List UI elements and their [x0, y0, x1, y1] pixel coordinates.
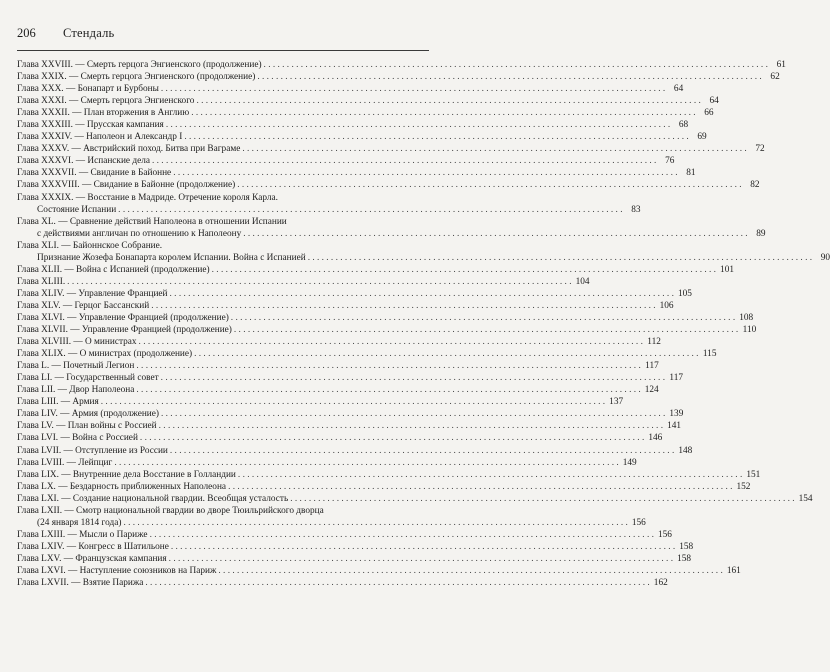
- toc-entry: [17, 167, 696, 179]
- toc-entry: [17, 577, 668, 589]
- dot-leader: [290, 493, 794, 505]
- toc-entry: [17, 541, 694, 553]
- toc-entry-page: 101: [720, 264, 734, 275]
- dot-leader: [166, 119, 670, 131]
- toc-entry-page: 117: [669, 373, 684, 384]
- toc-entry: [17, 240, 830, 264]
- dot-leader: [152, 155, 656, 167]
- toc-entry-page: 66: [704, 108, 714, 119]
- toc-entry: [17, 445, 693, 457]
- toc-entry-page: 146: [648, 433, 663, 444]
- dot-leader: [238, 469, 742, 481]
- toc-entry-page: 105: [677, 288, 692, 299]
- dot-leader: [140, 432, 644, 444]
- toc-entry: [17, 432, 663, 444]
- toc-entry-title: Глава LV. — План войны с Россией: [17, 421, 157, 432]
- dot-leader: [159, 420, 663, 432]
- toc-entry: [17, 324, 757, 336]
- toc-entry: [17, 408, 684, 420]
- dot-leader: [101, 396, 605, 408]
- toc-entry-page: 64: [673, 84, 684, 95]
- toc-entry-page: 124: [644, 385, 659, 396]
- dot-leader: [145, 577, 649, 589]
- toc-entry-page: 82: [750, 180, 760, 191]
- toc-entry-title: Глава XLIV. — Управление Францией: [17, 288, 168, 299]
- toc-entry-title: Глава LXV. — Французская кампания: [17, 553, 167, 564]
- toc-entry-page: 90: [820, 252, 830, 263]
- toc-entry-page: 137: [609, 397, 624, 408]
- dot-leader: [150, 529, 654, 541]
- dot-leader: [136, 384, 640, 396]
- dot-leader: [161, 83, 665, 95]
- toc-entry-title: Глава LXVII. — Взятие Парижа: [17, 578, 144, 589]
- toc-entry-title: Глава L. — Почетный Легион: [17, 361, 135, 372]
- dot-leader: [228, 481, 732, 493]
- toc-entry-page: 62: [770, 72, 780, 83]
- toc-entry-page: 139: [669, 409, 684, 420]
- toc-entry-page: 161: [726, 565, 741, 576]
- dot-leader: [67, 276, 571, 288]
- toc-entry-page: 151: [746, 469, 761, 480]
- toc-entry-page: 117: [645, 361, 659, 372]
- dot-leader: [243, 228, 747, 240]
- toc-entry-page: 152: [736, 481, 751, 492]
- dot-leader: [136, 360, 640, 372]
- toc-entry-title: Глава LXII. — Смотр национальной гвардии во дворе Тюильрийского дворца: [17, 505, 324, 516]
- toc-entry-continuation: Признание Жозефа Бонапарта королем Испании. Война с Испанией: [37, 252, 306, 263]
- dot-leader: [237, 179, 741, 191]
- toc-entry-title: Глава XLVIII. — О министрах: [17, 337, 137, 348]
- toc-entry: [17, 83, 684, 95]
- dot-leader: [118, 204, 622, 216]
- toc-entry: [17, 348, 717, 360]
- dot-leader: [114, 457, 618, 469]
- toc-entry-title: Глава XXXVIII. — Свидание в Байонне (продолжение): [17, 180, 236, 191]
- toc-entry: [17, 155, 675, 167]
- toc-entry: [17, 481, 751, 493]
- toc-entry: [17, 131, 707, 143]
- toc-entry: [17, 71, 780, 83]
- toc-entry-continuation: с действиями англичан по отношению к Наполеону: [37, 228, 242, 239]
- toc-entry: [17, 276, 590, 288]
- toc-entry-title: Глава XLI. — Байоннское Собрание.: [17, 240, 163, 251]
- toc-entry-title: Глава XXXVI. — Испанские дела: [17, 156, 150, 167]
- toc-entry-page: 76: [665, 156, 675, 167]
- dot-leader: [264, 59, 768, 71]
- toc-entry: [17, 529, 672, 541]
- toc-entry-title: Глава LX. — Бездарность приближенных Наполеона: [17, 481, 227, 492]
- dot-leader: [169, 553, 673, 565]
- dot-leader: [242, 143, 746, 155]
- toc-entry: [17, 192, 641, 216]
- toc-entry: [17, 493, 813, 505]
- toc-entry-page: 149: [622, 457, 637, 468]
- dot-leader: [196, 95, 700, 107]
- toc-entry-title: Глава XXXIX. — Восстание в Мадриде. Отречение короля Карла.: [17, 192, 278, 203]
- toc-entry-title: Глава XXXI. — Смерть герцога Энгиенского: [17, 96, 195, 107]
- toc-entry-title: Глава LVII. — Отступление из России: [17, 445, 168, 456]
- toc-entry: [17, 264, 734, 276]
- toc-entry-page: 64: [709, 96, 719, 107]
- toc-entry: [17, 59, 786, 71]
- toc-entry-page: 69: [697, 132, 707, 143]
- toc-entry-page: 148: [678, 445, 693, 456]
- dot-leader: [161, 372, 665, 384]
- toc-entry-title: Глава XXXV. — Австрийский поход. Битва при Ваграме: [17, 144, 241, 155]
- toc-entry-title: Глава LIX. — Внутренние дела Восстание в Голландии: [17, 469, 236, 480]
- dot-leader: [308, 252, 812, 264]
- running-header: [17, 26, 435, 44]
- toc-entry-page: 89: [756, 228, 766, 239]
- table-of-contents: [17, 59, 830, 589]
- toc-entry: [17, 384, 659, 396]
- toc-entry-title: Глава LIII. — Армия: [17, 397, 99, 408]
- toc-entry-title: Глава LIV. — Армия (продолжение): [17, 409, 159, 420]
- dot-leader: [170, 288, 674, 300]
- toc-entry: [17, 300, 674, 312]
- dot-leader: [191, 107, 695, 119]
- toc-entry-title: Глава XLV. — Герцог Бассанский: [17, 300, 150, 311]
- toc-entry: [17, 420, 682, 432]
- toc-entry: [17, 95, 719, 107]
- toc-entry-title: Глава XXX. — Бонапарт и Бурбоны: [17, 84, 159, 95]
- toc-entry-page: 156: [657, 529, 672, 540]
- toc-entry: [17, 216, 766, 240]
- toc-entry-title: Глава LXIII. — Мысли о Париже: [17, 529, 148, 540]
- toc-entry-title: Глава LVI. — Война с Россией: [17, 433, 138, 444]
- toc-entry-title: Глава XLVI. — Управление Францией (продолжение): [17, 312, 229, 323]
- toc-entry: [17, 396, 624, 408]
- toc-entry-page: 106: [659, 300, 674, 311]
- dot-leader: [161, 408, 665, 420]
- toc-entry-page: 158: [679, 541, 694, 552]
- toc-entry: [17, 565, 741, 577]
- toc-entry-page: 115: [702, 349, 717, 360]
- toc-entry: [17, 457, 637, 469]
- toc-entry-page: 162: [653, 578, 668, 589]
- toc-entry-title: Глава LVIII. — Лейпциг: [17, 457, 113, 468]
- toc-entry: [17, 469, 761, 481]
- dot-leader: [173, 167, 677, 179]
- toc-entry-page: 112: [647, 337, 661, 348]
- toc-entry-page: 156: [631, 517, 646, 528]
- toc-entry-title: Глава XXIX. — Смерть герцога Энгиенского (продолжение): [17, 72, 256, 83]
- toc-entry-page: 154: [798, 493, 813, 504]
- toc-entry: [17, 143, 765, 155]
- toc-entry: [17, 360, 659, 372]
- toc-entry: [17, 312, 754, 324]
- toc-entry-page: 108: [739, 312, 754, 323]
- toc-entry-title: Глава LII. — Двор Наполеона: [17, 385, 135, 396]
- toc-entry-page: 104: [575, 276, 590, 287]
- toc-entry: [17, 179, 760, 191]
- dot-leader: [257, 71, 761, 83]
- toc-entry-title: Глава XXXVII. — Свидание в Байонне: [17, 168, 172, 179]
- toc-entry-title: Глава XLIII.: [17, 276, 66, 287]
- dot-leader: [218, 565, 722, 577]
- toc-entry-title: Глава XXXIII. — Прусская кампания: [17, 120, 164, 131]
- page-number: 206: [17, 26, 36, 40]
- toc-entry: [17, 107, 714, 119]
- dot-leader: [170, 445, 674, 457]
- toc-entry: [17, 553, 692, 565]
- toc-entry-page: 158: [677, 553, 692, 564]
- toc-entry-page: 68: [678, 120, 689, 131]
- toc-entry-title: Глава LXIV. — Конгресс в Шатильоне: [17, 541, 169, 552]
- dot-leader: [231, 312, 735, 324]
- toc-entry-title: Глава XXXIV. — Наполеон и Александр I: [17, 132, 183, 143]
- toc-entry: [17, 119, 689, 131]
- dot-leader: [151, 300, 655, 312]
- dot-leader: [234, 324, 738, 336]
- toc-entry-title: Глава XXVIII. — Смерть герцога Энгиенского (продолжение): [17, 60, 262, 70]
- toc-entry: [17, 288, 692, 300]
- dot-leader: [171, 541, 675, 553]
- dot-leader: [184, 131, 688, 143]
- toc-entry: [17, 505, 646, 529]
- toc-entry-continuation: (24 января 1814 года): [37, 517, 122, 528]
- dot-leader: [194, 348, 698, 360]
- toc-entry-page: 81: [686, 168, 696, 179]
- toc-entry-page: 61: [776, 60, 786, 70]
- dot-leader: [212, 264, 716, 276]
- toc-entry-page: 83: [631, 204, 641, 215]
- toc-entry-title: Глава XXXII. — План вторжения в Англию: [17, 108, 190, 119]
- toc-entry-title: Глава XLVII. — Управление Францией (продолжение): [17, 325, 232, 336]
- toc-entry-continuation: Состояние Испании: [37, 204, 117, 215]
- toc-entry-title: Глава XL. — Сравнение действий Наполеона в отношении Испании: [17, 216, 287, 227]
- dot-leader: [139, 336, 643, 348]
- header-rule: [17, 50, 429, 51]
- toc-entry-title: Глава XLII. — Война с Испанией (продолжение): [17, 264, 210, 275]
- running-title: Стендаль: [63, 26, 115, 40]
- toc-entry-title: Глава LXI. — Создание национальной гвардии. Всеобщая усталость: [17, 493, 289, 504]
- dot-leader: [123, 517, 627, 529]
- toc-entry-title: Глава LXVI. — Наступление союзников на Париж: [17, 565, 217, 576]
- toc-entry: [17, 372, 684, 384]
- toc-entry-page: 141: [667, 421, 682, 432]
- toc-entry-title: Глава LI. — Государственный совет: [17, 373, 159, 384]
- toc-entry-page: 72: [755, 144, 765, 155]
- toc-entry-page: 110: [742, 325, 757, 336]
- toc-entry-title: Глава XLIX. — О министрах (продолжение): [17, 349, 193, 360]
- toc-entry: [17, 336, 661, 348]
